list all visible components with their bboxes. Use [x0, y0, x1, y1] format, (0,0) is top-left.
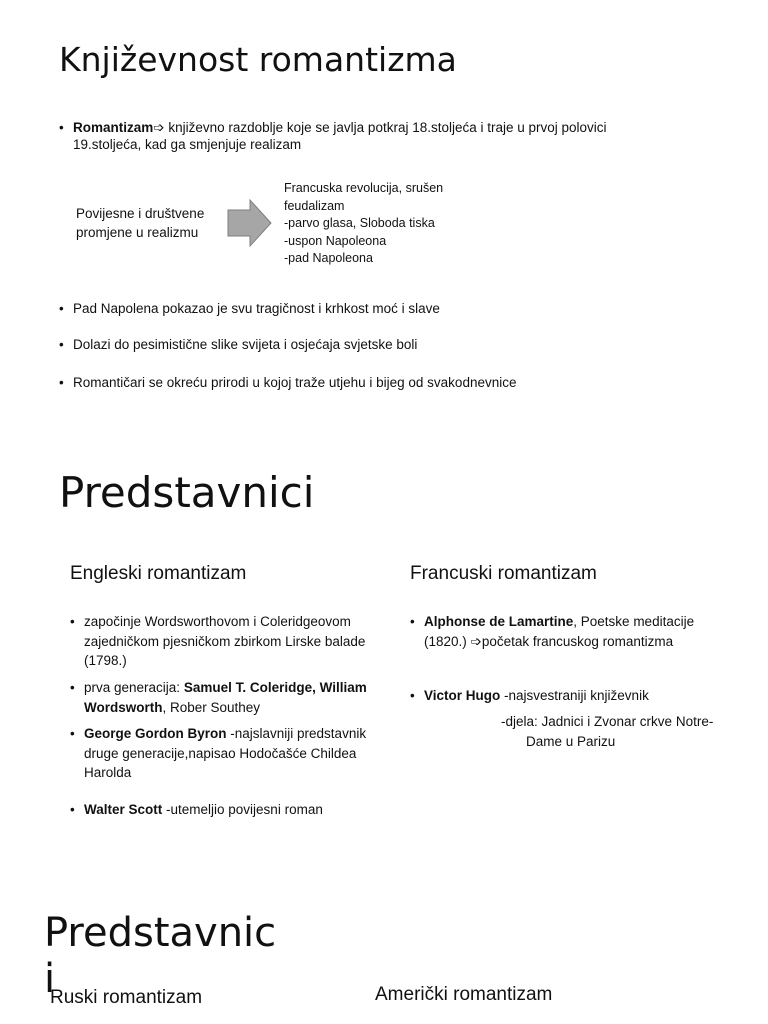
english-heading: Engleski romantizam — [70, 563, 247, 584]
intro-bullet — [59, 119, 673, 153]
intro-text: književno razdoblje koje se javlja potkraj 18.stoljeća i traje u prvoj polovici — [164, 120, 607, 135]
list-item-text: -utemeljio povijesni roman — [162, 802, 323, 817]
bullet-dot: • — [59, 375, 64, 390]
works-line: Dame u Parizu — [526, 734, 616, 749]
diagram-line: -uspon Napoleona — [284, 233, 387, 248]
author-name: Victor Hugo — [424, 688, 501, 703]
bullet-dot: • — [70, 680, 75, 695]
diagram-line: -parvo glasa, Sloboda tiska — [284, 216, 435, 230]
diagram-line: -pad Napoleona — [284, 251, 373, 265]
page-title: Književnost romantizma — [59, 40, 457, 79]
author-name: Alphonse de Lamartine — [424, 614, 574, 629]
bullet-dot: • — [59, 301, 64, 316]
bullet-dot: • — [70, 802, 75, 817]
bullet-dot: • — [70, 726, 75, 741]
list-item — [70, 724, 392, 783]
works-line: -djela: Jadnici i Zvonar crkve Notre- — [501, 714, 714, 729]
list-item-text: prva generacija: — [84, 680, 184, 695]
diagram-line: Francuska revolucija, srušen — [284, 181, 444, 195]
list-item-text: početak francuskog romantizma — [481, 633, 674, 649]
list-item-text: -najslavniji predstavnik druge generacije,napisao Hodočašće Childea Harolda — [84, 726, 367, 780]
list-item-text: , Rober Southey — [162, 699, 261, 715]
russian-heading: Ruski romantizam — [50, 987, 203, 1008]
diagram-left-text: Povijesne i društvene promjene u realizmu — [76, 206, 205, 240]
intro-text-cont: 19.stoljeća, kad ga smjenjuje realizam — [73, 137, 302, 152]
french-heading: Francuski romantizam — [410, 563, 597, 584]
bullet-dot: • — [70, 614, 75, 629]
bullet-dot: • — [410, 688, 415, 703]
american-heading: Američki romantizam — [375, 984, 553, 1005]
bullet-dot: • — [59, 337, 64, 352]
list-item-text: Romantičari se okreću prirodi u kojoj traže utjehu i bijeg od svakodnevnice — [73, 375, 517, 390]
diagram-right-text — [284, 180, 464, 268]
author-name: Walter Scott — [84, 802, 163, 817]
list-item — [410, 686, 744, 706]
list-item — [70, 800, 392, 820]
section-title: Predstavnici — [44, 910, 277, 1002]
bullet-dot: • — [410, 614, 415, 629]
list-item-text: , Poetske meditacije (1820.) — [424, 614, 695, 649]
arrow-glyph: ➩ — [153, 120, 165, 135]
diagram-line: feudalizam — [284, 198, 345, 213]
bullet-dot: • — [59, 120, 64, 135]
author-name: George Gordon Byron — [84, 726, 227, 741]
list-item-text: Dolazi do pesimistične slike svijeta i osjećaja svjetske boli — [73, 337, 418, 352]
list-item-text: -najsvestraniji književnik — [500, 688, 649, 703]
section-title: Predstavnici — [59, 468, 315, 517]
author-names: Samuel T. Coleridge, William Wordsworth — [84, 680, 367, 715]
arrow-glyph: ➩ — [470, 633, 482, 649]
list-item — [59, 374, 733, 391]
list-item — [59, 336, 713, 353]
right-arrow-icon — [226, 198, 274, 250]
list-item — [70, 678, 392, 717]
list-item — [410, 612, 724, 651]
list-item-text: započinje Wordsworthovom i Coleridgeovom zajedničkom pjesničkom zbirkom Lirske balade (1798.) — [84, 614, 366, 668]
list-item — [59, 300, 713, 317]
list-item — [70, 612, 392, 671]
list-item-text: Pad Napolena pokazao je svu tragičnost i krhkost moć i slave — [73, 301, 440, 316]
intro-term: Romantizam — [73, 120, 154, 135]
